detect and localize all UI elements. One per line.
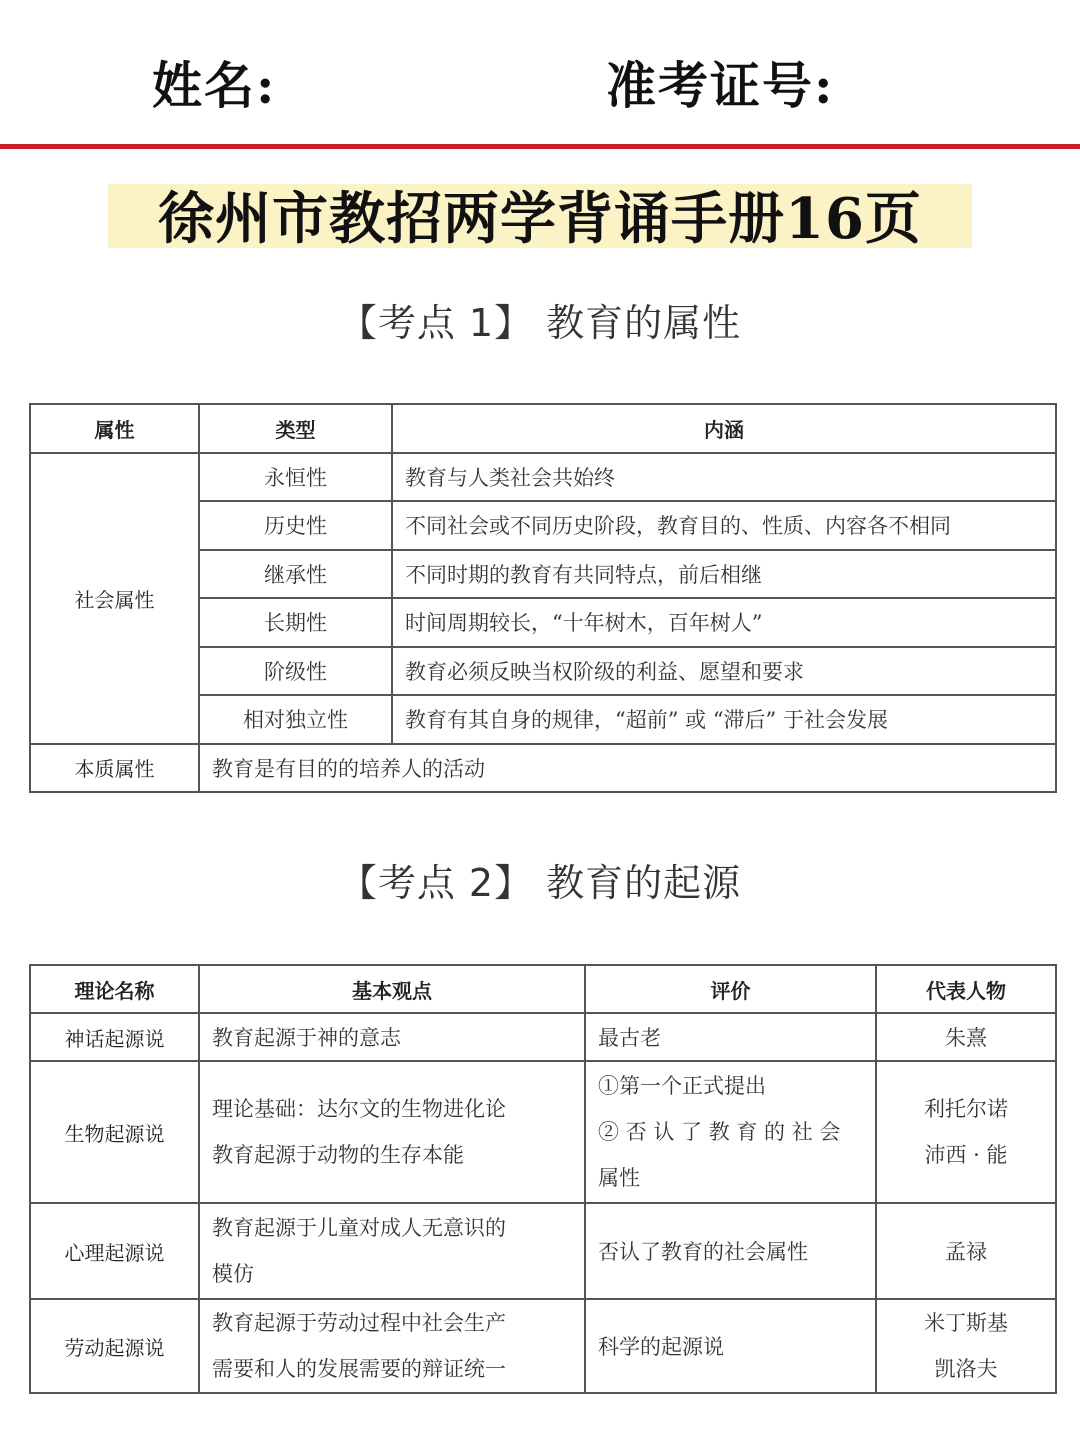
type-cell: 阶级性 — [199, 647, 392, 696]
column-header: 属性 — [30, 404, 199, 453]
people-line: 米丁斯基 — [924, 1311, 1008, 1335]
exam-id-label: 准考证号: — [606, 56, 835, 115]
table-row — [30, 1061, 1056, 1203]
view-cell — [199, 1061, 585, 1203]
table-row — [30, 453, 1056, 502]
meaning-cell: 时间周期较长，“十年树木，百年树人” — [392, 598, 1056, 647]
column-header: 代表人物 — [876, 965, 1056, 1013]
table-row — [30, 1299, 1056, 1393]
column-header: 评价 — [585, 965, 876, 1013]
view-line: 教育起源于劳动过程中社会生产 — [212, 1311, 506, 1335]
view-cell: 教育起源于神的意志 — [199, 1013, 585, 1061]
theory-cell: 生物起源说 — [30, 1061, 199, 1203]
name-label: 姓名: — [152, 56, 277, 115]
evaluation-line: 属性 — [598, 1166, 640, 1190]
type-cell: 继承性 — [199, 550, 392, 599]
meaning-cell: 不同时期的教育有共同特点，前后相继 — [392, 550, 1056, 599]
view-line: 模仿 — [212, 1262, 254, 1286]
evaluation-line: ② 否 认 了 教 育 的 社 会 — [598, 1120, 841, 1144]
table-header-row — [30, 965, 1056, 1013]
view-line: 教育起源于动物的生存本能 — [212, 1143, 464, 1167]
evaluation-line: ①第一个正式提出 — [598, 1074, 766, 1098]
meaning-cell: 教育必须反映当权阶级的利益、愿望和要求 — [392, 647, 1056, 696]
people-line: 沛西 · 能 — [924, 1143, 1008, 1167]
evaluation-cell: 否认了教育的社会属性 — [585, 1203, 876, 1299]
people-line: 凯洛夫 — [934, 1357, 998, 1381]
attributes-table — [29, 403, 1057, 793]
view-line: 理论基础：达尔文的生物进化论 — [212, 1097, 506, 1121]
evaluation-cell: 科学的起源说 — [585, 1299, 876, 1393]
table-header-row — [30, 404, 1056, 453]
column-header: 基本观点 — [199, 965, 585, 1013]
people-cell: 朱熹 — [876, 1013, 1056, 1061]
type-cell: 永恒性 — [199, 453, 392, 502]
theory-cell: 心理起源说 — [30, 1203, 199, 1299]
category-cell: 本质属性 — [30, 744, 199, 793]
type-cell: 历史性 — [199, 501, 392, 550]
type-cell: 相对独立性 — [199, 695, 392, 744]
theory-cell: 神话起源说 — [30, 1013, 199, 1061]
section-heading-1: 【考点 1】 教育的属性 — [338, 301, 742, 345]
column-header: 理论名称 — [30, 965, 199, 1013]
column-header: 类型 — [199, 404, 392, 453]
table-row — [30, 1013, 1056, 1061]
meaning-cell: 不同社会或不同历史阶段，教育目的、性质、内容各不相同 — [392, 501, 1056, 550]
evaluation-cell — [585, 1061, 876, 1203]
view-cell — [199, 1299, 585, 1393]
meaning-cell: 教育与人类社会共始终 — [392, 453, 1056, 502]
category-cell: 社会属性 — [30, 453, 199, 744]
theory-cell: 劳动起源说 — [30, 1299, 199, 1393]
view-cell — [199, 1203, 585, 1299]
header-divider — [0, 144, 1080, 149]
column-header: 内涵 — [392, 404, 1056, 453]
meaning-cell: 教育有其自身的规律，“超前” 或 “滞后” 于社会发展 — [392, 695, 1056, 744]
table-row — [30, 744, 1056, 793]
type-cell: 长期性 — [199, 598, 392, 647]
people-cell — [876, 1061, 1056, 1203]
table-row — [30, 1203, 1056, 1299]
people-cell: 孟禄 — [876, 1203, 1056, 1299]
evaluation-cell: 最古老 — [585, 1013, 876, 1061]
view-line: 教育起源于儿童对成人无意识的 — [212, 1216, 506, 1240]
page-title: 徐州市教招两学背诵手册16页 — [158, 186, 922, 252]
people-line: 利托尔诺 — [924, 1097, 1008, 1121]
meaning-cell: 教育是有目的的培养人的活动 — [199, 744, 1056, 793]
origins-table — [29, 964, 1057, 1394]
view-line: 需要和人的发展需要的辩证统一 — [212, 1357, 506, 1381]
section-heading-2: 【考点 2】 教育的起源 — [338, 861, 742, 905]
people-cell — [876, 1299, 1056, 1393]
